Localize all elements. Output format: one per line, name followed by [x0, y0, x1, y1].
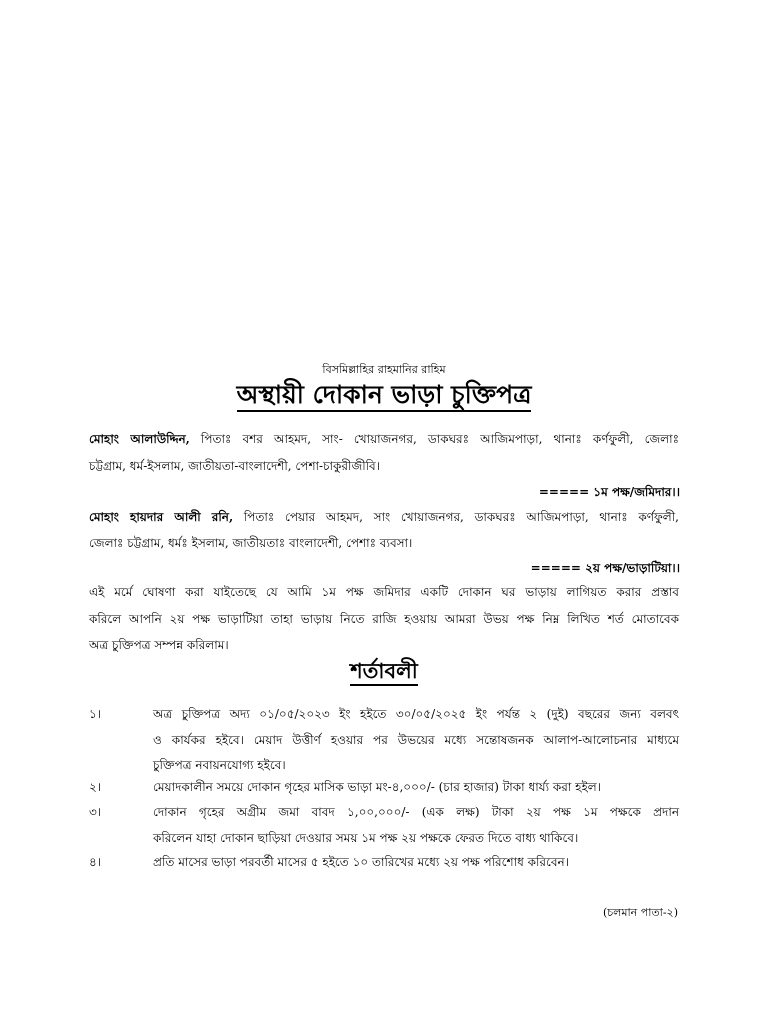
party1-details-1: পিতাঃ বশর আহমদ, সাং- খোয়াজনগর, ডাকঘরঃ আজিমপাড়া, থানাঃ কর্ণফুলী, জেলাঃ: [189, 432, 679, 446]
term-3-number: ৩।: [89, 805, 102, 819]
term-3-line2: করিলেন যাহা দোকান ছাড়িয়া দেওয়ার সময় ১ম পক্ষ ২য় পক্ষকে ফেরত দিতে বাধ্য থাকিবে।: [153, 831, 579, 845]
term-2-number: ২।: [89, 780, 102, 794]
party1-line1: [89, 430, 679, 448]
term-2-line1: মেয়াদকালীন সময়ে দোকান গৃহের মাসিক ভাড়া মং-৪,০০০/- (চার হাজার) টাকা ধার্য্য করা হইল।: [153, 780, 601, 794]
terms-heading: [0, 656, 768, 686]
party2-details-1: পিতাঃ পেয়ার আহমদ, সাং খোয়াজনগর, ডাকঘরঃ আজিমপাড়া, থানাঃ কর্ণফুলী,: [233, 510, 680, 524]
document-title-text: অস্থায়ী দোকান ভাড়া চুক্তিপত্র: [237, 380, 532, 412]
party2-line1: [89, 508, 679, 526]
document-title: [0, 378, 768, 412]
party2-line2: জেলাঃ চট্টগ্রাম, ধর্মঃ ইসলাম, জাতীয়তাঃ বাংলাদেশী, পেশাঃ ব্যবসা।: [89, 536, 413, 550]
party1-role: ===== ১ম পক্ষ/জমিদার।।: [538, 485, 680, 499]
party2-role: ===== ২য় পক্ষ/ভাড়াটিয়া।।: [530, 561, 680, 575]
terms-heading-text: শর্তাবলী: [350, 658, 418, 686]
term-1-number: ১।: [89, 707, 102, 721]
term-4-line1: প্রতি মাসের ভাড়া পরবর্তী মাসের ৫ হইতে ১০ তারিখের মধ্যে ২য় পক্ষ পরিশোধ করিবেন।: [153, 855, 569, 869]
party2-name: মোহাং হায়দার আলী রনি,: [89, 510, 234, 524]
declaration-line3: অত্র চুক্তিপত্র সম্পন্ন করিলাম।: [89, 638, 229, 652]
party1-name: মোহাং আলাউদ্দিন,: [89, 432, 190, 446]
term-1-line1: অত্র চুক্তিপত্র অদ্য ০১/০৫/২০২৩ ইং হইতে ৩০/০৫/২০২৫ ইং পর্যন্ত ২ (দুই) বছরের জন্য বলবৎ: [153, 707, 679, 721]
term-1-line3: চুক্তিপত্র নবায়নযোগ্য হইবে।: [153, 758, 286, 772]
term-4-number: ৪।: [89, 855, 102, 869]
declaration-line2: করিলে আপনি ২য় পক্ষ ভাড়াটিয়া তাহা ভাড়ায় নিতে রাজি হওয়ায় আমরা উভয় পক্ষ নিম্ন লিখিত শর্ত মোতাবেক: [89, 612, 679, 626]
term-1-line2: ও কার্যকর হইবে। মেয়াদ উত্তীর্ণ হওয়ার পর উভয়ের মধ্যে সন্তোষজনক আলাপ-আলোচনার মাধ্যমে: [153, 733, 679, 747]
term-3-line1: দোকান গৃহের অগ্রীম জমা বাবদ ১,০০,০০০/- (এক লক্ষ) টাকা ২য় পক্ষ ১ম পক্ষকে প্রদান: [153, 805, 679, 819]
bismillah-heading: বিসমিল্লাহির রাহমানির রাহিম: [322, 363, 446, 376]
declaration-line1: এই মর্মে ঘোষণা করা যাইতেছে যে আমি ১ম পক্ষ জমিদার একটি দোকান ঘর ভাড়ায় লাগিয়ত করার প্রস্তাব: [89, 585, 679, 599]
party1-line2: চট্টগ্রাম, ধর্ম-ইসলাম, জাতীয়তা-বাংলাদেশী, পেশা-চাকুরীজীবি।: [89, 459, 381, 473]
continued-page-note: (চলমান পাতা-২): [602, 906, 678, 919]
